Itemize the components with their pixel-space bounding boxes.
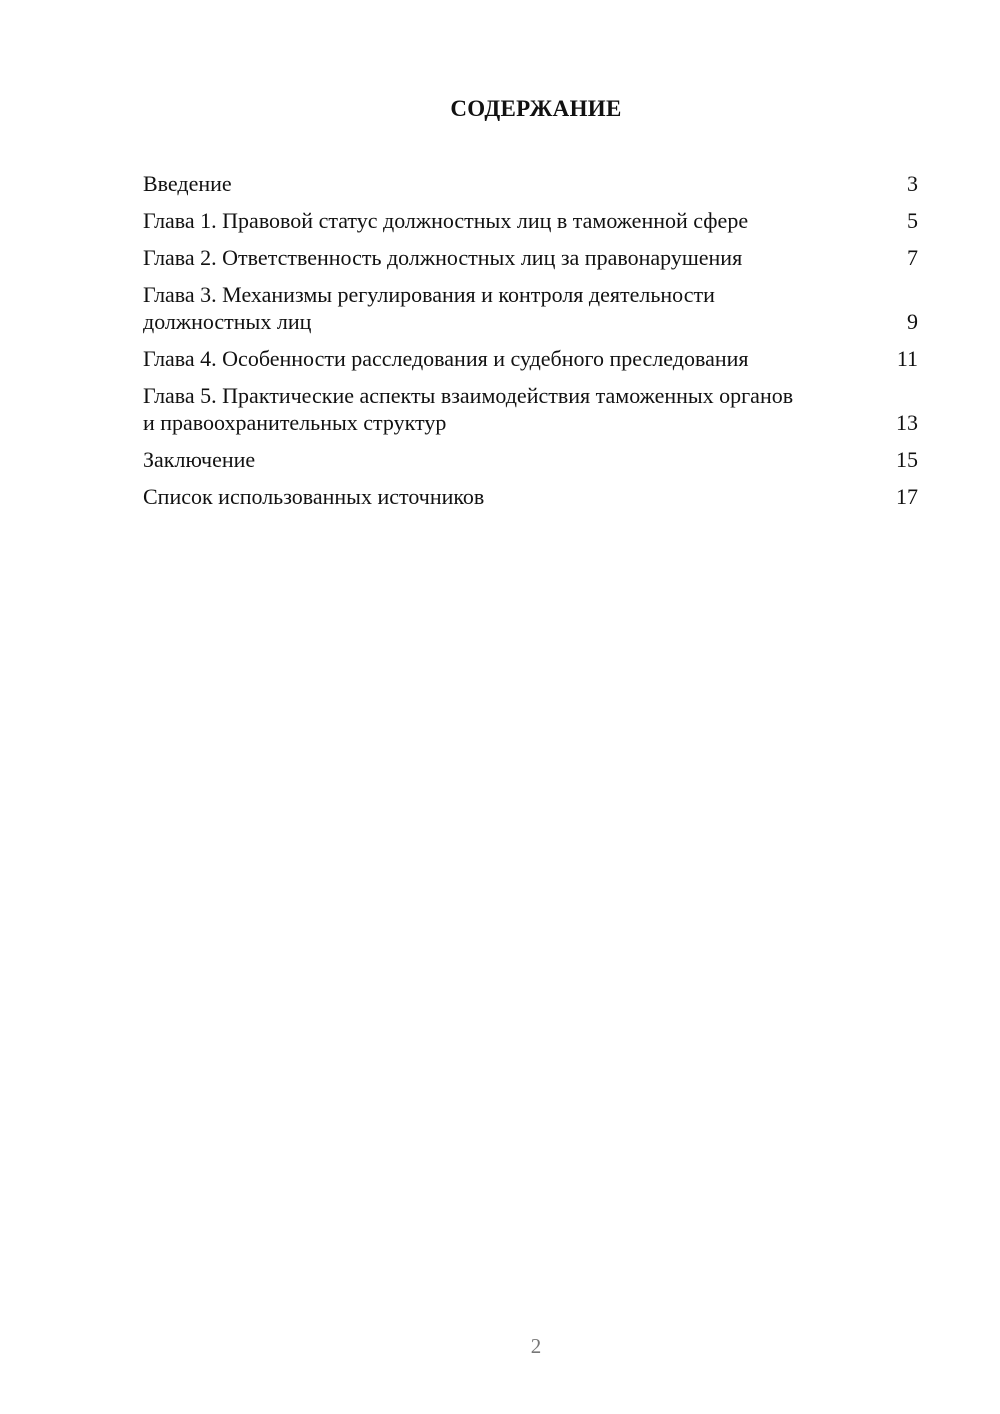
page-number: 2 [530, 1334, 542, 1358]
toc-entry-text: Глава 1. Правовой статус должностных лиц в таможенной сфере [143, 208, 749, 233]
toc-entry-conclusion [143, 446, 918, 473]
toc-entry-page: 3 [907, 171, 918, 196]
toc-entry-chapter-5 [143, 382, 918, 436]
toc-entry-text: Глава 2. Ответственность должностных лиц за правонарушения [143, 245, 743, 270]
page-title: СОДЕРЖАНИЕ [450, 96, 622, 121]
toc-entry-text: Глава 5. Практические аспекты взаимодействия таможенных органов и правоохранительных структур [143, 383, 794, 435]
toc-entry-chapter-1 [143, 207, 918, 234]
toc-entry-text: Список использованных источников [143, 484, 485, 509]
toc-entry-page: 11 [896, 346, 918, 371]
toc-entry-page: 13 [896, 410, 918, 435]
toc-entry-page: 7 [907, 245, 918, 270]
toc-entry-text: Заключение [143, 447, 256, 472]
toc-entry-text: Глава 4. Особенности расследования и судебного преследования [143, 346, 749, 371]
toc-entry-text: Глава 3. Механизмы регулирования и контроля деятельности должностных лиц [143, 282, 715, 334]
toc-entry-page: 17 [896, 484, 918, 509]
toc-entry-chapter-2 [143, 244, 918, 271]
toc-entry-introduction [143, 170, 918, 197]
toc-entry-page: 15 [896, 447, 918, 472]
toc-entry-chapter-3 [143, 281, 918, 335]
toc-entry-references [143, 483, 918, 510]
toc-entry-page: 5 [907, 208, 918, 233]
toc-entry-chapter-4 [143, 345, 918, 372]
toc-entry-page: 9 [907, 309, 918, 334]
toc-entry-text: Введение [143, 171, 232, 196]
table-of-contents [143, 170, 918, 520]
